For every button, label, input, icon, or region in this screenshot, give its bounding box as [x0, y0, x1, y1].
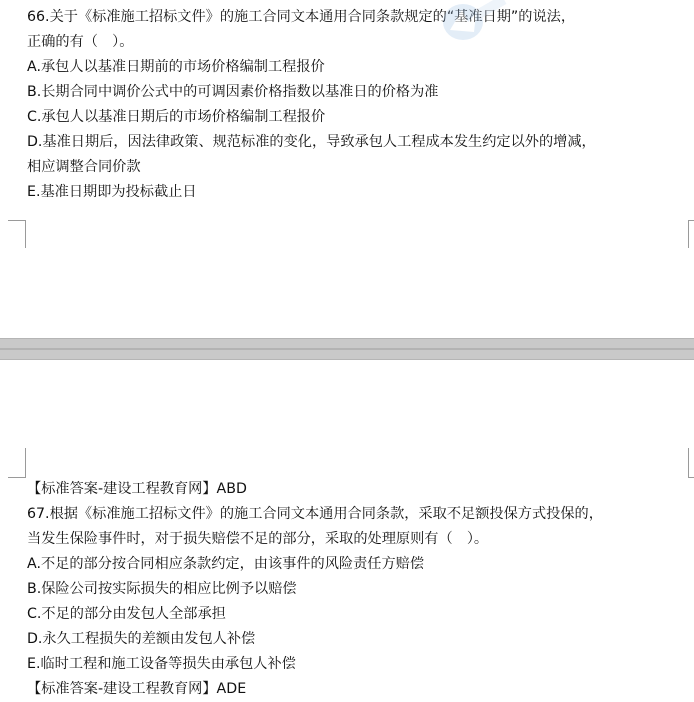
page-corner-mark-top-left [8, 220, 26, 248]
question-66-option-b: B.长期合同中调价公式中的可调因素价格指数以基准日的价格为准 [27, 84, 439, 100]
document-page-top [0, 0, 694, 338]
page-separator [0, 338, 694, 360]
question-66-option-a: A.承包人以基准日期前的市场价格编制工程报价 [27, 59, 325, 75]
answer-66: 【标准答案-建设工程教育网】ABD [27, 481, 247, 497]
question-67-option-a: A.不足的部分按合同相应条款约定，由该事件的风险责任方赔偿 [27, 556, 425, 572]
question-67-block [27, 477, 692, 702]
page-corner-mark-bottom-left [8, 448, 26, 478]
question-67-option-e: E.临时工程和施工设备等损失由承包人补偿 [27, 656, 296, 672]
question-67-option-b: B.保险公司按实际损失的相应比例予以赔偿 [27, 581, 297, 597]
question-66-option-c: C.承包人以基准日期后的市场价格编制工程报价 [27, 109, 326, 125]
watermark-logo-icon [418, 0, 508, 46]
question-67-option-c: C.不足的部分由发包人全部承担 [27, 606, 226, 622]
page-corner-mark-bottom-right [688, 448, 694, 478]
question-66-stem-line1: 66.关于《标准施工招标文件》的施工合同文本通用合同条款规定的“基准日期”的说法， [27, 9, 576, 25]
answer-67: 【标准答案-建设工程教育网】ADE [27, 681, 247, 697]
question-67-option-d: D.永久工程损失的差额由发包人补偿 [27, 631, 256, 647]
question-66-option-d-cont: 相应调整合同价款 [27, 159, 141, 175]
question-66-stem-line2: 正确的有（ ）。 [27, 34, 134, 50]
question-67-stem-line2: 当发生保险事件时，对于损失赔偿不足的部分，采取的处理原则有（ ）。 [27, 531, 489, 547]
document-page-bottom [0, 360, 694, 701]
question-66-option-e: E.基准日期即为投标截止日 [27, 184, 197, 200]
question-66-option-d: D.基准日期后，因法律政策、规范标准的变化，导致承包人工程成本发生约定以外的增减， [27, 134, 596, 150]
question-66 [27, 5, 692, 205]
question-67-stem-line1: 67.根据《标准施工招标文件》的施工合同文本通用合同条款，采取不足额投保方式投保的， [27, 506, 603, 522]
page-corner-mark-top-right [688, 220, 694, 248]
